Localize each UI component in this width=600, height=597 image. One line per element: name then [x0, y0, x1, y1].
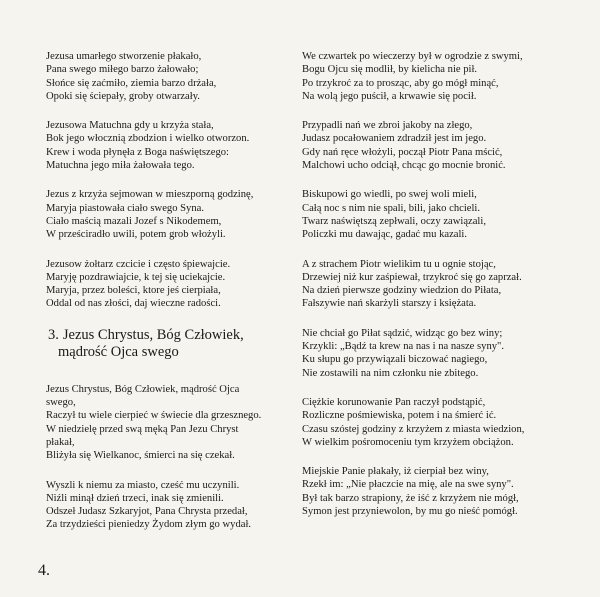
verse-line: Jezusa umarłego stworzenie płakało,	[46, 51, 202, 62]
verse-line: We czwartek po wieczerzy był w ogrodzie z swymi,	[302, 51, 523, 62]
stanza	[302, 50, 560, 103]
right-column	[302, 50, 560, 534]
verse-line: Bogu Ojcu się modlił, by kielicha nie pił.	[302, 64, 478, 76]
stanza	[46, 258, 304, 311]
stanza	[302, 188, 560, 241]
verse-line: Raczył tu wiele cierpieć w świecie dla grzesznego.	[46, 410, 262, 422]
verse-line: Biskupowi go wiedli, po swej woli mieli,	[302, 189, 477, 201]
verse-line: W niedzielę przed swą męką Pan Jezu Chryst	[46, 423, 239, 435]
verse-line: Fałszywie nań skarżyli starszy i księżata.	[302, 298, 477, 310]
verse-line: Miejskie Panie płakały, iż cierpiał bez winy,	[302, 466, 489, 478]
verse-line: Jezus z krzyża sejmowan w mieszporną godzinę,	[46, 189, 254, 201]
verse-line: Odszeł Judasz Szkaryjot, Pana Chrysta przedał,	[46, 506, 248, 518]
verse-line: Jezus Chrystus, Bóg Człowiek, mądrość Ojca	[46, 383, 240, 395]
verse-line: Przypadli nań we zbroi jakoby na złego,	[302, 120, 473, 132]
verse-line: Pana swego miłego barzo żałowało;	[46, 64, 199, 76]
verse-line: Krzykli: „Bądź ta krew na nas i na nasze syny".	[302, 341, 505, 353]
stanza	[302, 465, 560, 518]
verse-line: Jezusowa Matuchna gdy u krzyża stała,	[46, 120, 214, 132]
stanza	[302, 119, 560, 172]
verse-line: Ciężkie korunowanie Pan raczył podstąpić,	[302, 396, 486, 408]
verse-line: Krew i woda płynęła z Boga naświętszego:	[46, 146, 229, 158]
verse-line: Ciało maścią mazali Jozef s Nikodemem,	[46, 215, 222, 227]
section-number: 3.	[48, 326, 59, 343]
verse-line: Wyszli k niemu za miasto, cześć mu uczynili.	[46, 479, 240, 491]
verse-line: Nie zostawili na nim członku nie zbitego.	[302, 367, 479, 379]
verse-line: swego,	[46, 397, 76, 409]
page-number: 4.	[38, 562, 50, 579]
verse-line: Był tak barzo strapiony, że iść z krzyżem nie mógł,	[302, 492, 519, 504]
section-title-line2: mądrość Ojca swego	[58, 343, 179, 360]
verse-line: Bliżyła się Wielkanoc, śmierci na się czekał.	[46, 450, 235, 462]
verse-line: Maryja, przez boleści, ktore jeś cierpiała,	[46, 285, 221, 297]
verse-line: Policzki mu dawając, gadać mu kazali.	[302, 229, 468, 241]
left-stanzas-bottom	[46, 383, 304, 532]
verse-line: Niźli minął dzień trzeci, inak się zmienili.	[46, 492, 224, 504]
verse-line: Całą noc s nim nie spali, bili, jako chcieli.	[302, 202, 480, 214]
verse-line: Jezusow żołtarz czcicie i często śpiewajcie.	[46, 258, 231, 270]
stanza	[46, 50, 304, 103]
verse-line: Symon jest przyniewolon, by mu go nieść pomógł.	[302, 506, 518, 518]
right-stanzas	[302, 50, 560, 518]
stanza	[46, 383, 304, 463]
verse-line: Opoki się ściepały, groby otwarzały.	[46, 90, 200, 102]
verse-line: Bok jego włocznią zbodzion i wielko otworzon.	[46, 133, 250, 145]
verse-line: W prześciradło uwili, potem grob włożyli.	[46, 229, 226, 241]
section-title-line1: Jezus Chrystus, Bóg Człowiek,	[62, 326, 244, 343]
verse-line: Matuchna jego miła żałowała tego.	[46, 160, 195, 172]
verse-line: Za trzydzieści pieniedzy Żydom złym go wydał.	[46, 519, 252, 531]
verse-line: Judasz pocałowaniem zdradził jest im jego.	[302, 133, 487, 145]
verse-line: W wielkim pośromoceniu tym krzyżem obciążon.	[302, 436, 514, 448]
verse-line: Maryję pozdrawiajcie, k tej się uciekajcie.	[46, 271, 226, 283]
verse-line: Na wolą jego puścił, a krwawie się pocił.	[302, 90, 477, 102]
verse-line: Twarz naświętszą zepłwali, oczy zawiązali,	[302, 215, 486, 227]
left-stanzas-top	[46, 50, 304, 311]
verse-line: płakał,	[46, 436, 75, 448]
stanza	[302, 258, 560, 311]
left-column	[46, 50, 304, 548]
stanza	[46, 119, 304, 172]
verse-line: A z strachem Piotr wielikim tu u ognie stojąc,	[302, 258, 496, 270]
verse-line: Nie chciał go Piłat sądzić, widząc go bez winy;	[302, 327, 503, 339]
section-heading	[48, 327, 304, 361]
verse-line: Po trzykroć za to prosząc, aby go mógł minąć,	[302, 77, 499, 89]
verse-line: Czasu szóstej godziny z krzyżem z miasta wiedzion,	[302, 423, 525, 435]
verse-line: Ku słupu go przywiązali biczować nagiego,	[302, 354, 488, 366]
verse-line: Na dzień pierwsze godziny wiedzion do Piłata,	[302, 285, 502, 297]
verse-line: Drzewiej niż kur zaśpiewał, trzykroć się go zaprzał.	[302, 271, 522, 283]
verse-line: Malchowi ucho odciął, chcąc go mocnie bronić.	[302, 160, 506, 172]
stanza	[302, 327, 560, 380]
verse-line: Oddal od nas złości, daj wieczne radości.	[46, 298, 221, 310]
verse-line: Słońce się zaćmiło, ziemia barzo drżała,	[46, 77, 217, 89]
verse-line: Maryja piastowała ciało swego Syna.	[46, 202, 204, 214]
stanza	[46, 188, 304, 241]
verse-line: Rzekł im: „Nie płaczcie na mię, ale na swe syny".	[302, 479, 514, 491]
stanza	[46, 479, 304, 532]
verse-line: Gdy nań ręce włożyli, począł Piotr Pana mścić,	[302, 146, 503, 158]
stanza	[302, 396, 560, 449]
verse-line: Rozliczne pośmiewiska, potem i na śmierć ić.	[302, 410, 497, 422]
